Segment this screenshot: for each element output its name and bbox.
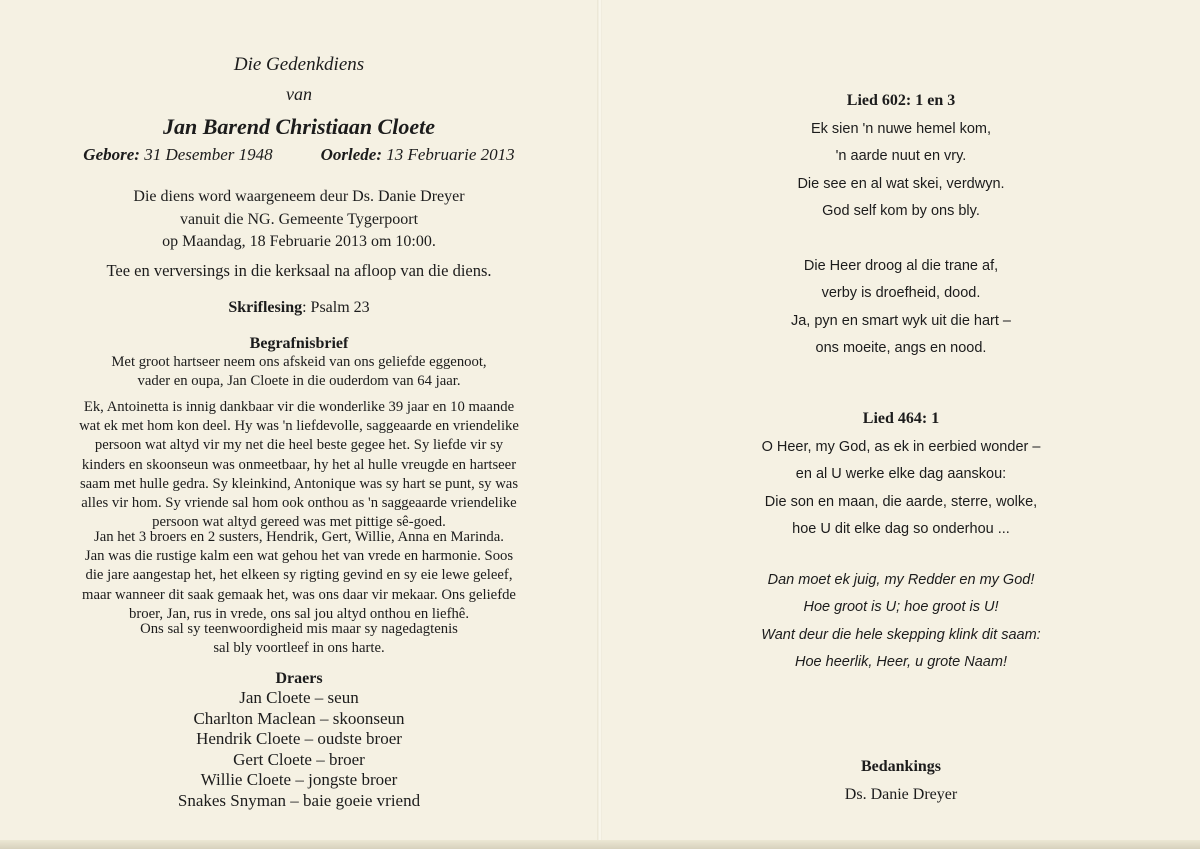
lyric-line: Want deur die hele skepping klink dit saam: (761, 626, 1041, 643)
hymn-2-chorus (602, 567, 1200, 676)
text-line: persoon wat altyd gereed was met pittige sê-goed. (152, 514, 446, 531)
hymn-2-verse-1 (602, 434, 1200, 543)
service-line: vanuit die NG. Gemeente Tygerpoort (179, 210, 419, 228)
text-line: Ons sal sy teenwoordigheid mis maar sy nagedagtenis (140, 621, 458, 637)
lyric-line: Dan moet ek juig, my Redder en my God! (767, 572, 1035, 588)
text-line: kinders en skoonseun was onmeetbaar, hy het al hulle vreugde en hartseer (81, 456, 517, 473)
text-line: vader en oupa, Jan Cloete in die ouderdom van 64 jaar. (137, 373, 461, 390)
pallbearers-list (0, 688, 598, 811)
lyric-line: O Heer, my God, as ek in eerbied wonder – (761, 439, 1041, 455)
text-line: saam met hulle gedra. Sy kleinkind, Antonique was sy hart se punt, sy was (79, 475, 519, 492)
pallbearer-item: Willie Cloete – jongste broer (200, 770, 398, 789)
scripture-reading (0, 299, 598, 317)
lyric-line: Ja, pyn en smart wyk uit die hart – (790, 312, 1011, 329)
hymn-1-verse-1 (602, 116, 1200, 225)
reading-label: Skriflesing (228, 299, 303, 316)
right-page (602, 0, 1200, 849)
lyric-line: ons moeite, angs en nood. (815, 339, 987, 356)
refreshments-note: Tee en verversings in die kerksaal na afloop van die diens. (106, 261, 492, 280)
title-line-2: van (286, 84, 312, 104)
lyric-line: verby is droefheid, dood. (821, 285, 981, 302)
pallbearer-item: Jan Cloete – seun (239, 688, 359, 707)
lyric-line: Die son en maan, die aarde, sterre, wolke, (764, 493, 1038, 510)
letter-paragraph-3 (0, 528, 598, 624)
bottom-edge (0, 840, 1200, 849)
left-page (0, 0, 598, 849)
died-label: Oorlede: (320, 145, 382, 164)
reading-value: : Psalm 23 (302, 299, 370, 316)
pallbearer-item: Gert Cloete – broer (233, 749, 365, 769)
text-line: maar wanneer dit saak gemaak het, was ons daar vir mekaar. Ons geliefde (82, 586, 516, 603)
lyric-line: Ek sien 'n nuwe hemel kom, (810, 121, 992, 137)
title-line-1: Die Gedenkdiens (233, 54, 365, 75)
hymn-1-heading: Lied 602: 1 en 3 (846, 92, 956, 109)
lyric-line: God self kom by ons bly. (822, 202, 980, 219)
born-label: Gebore: (83, 145, 140, 164)
lyric-line: 'n aarde nuut en vry. (835, 148, 967, 165)
service-line: Die diens word waargeneem deur Ds. Danie Dreyer (133, 188, 465, 205)
lyric-line: Hoe groot is U; hoe groot is U! (803, 599, 999, 616)
text-line: sal bly voortleef in ons harte. (213, 640, 385, 657)
deceased-name: Jan Barend Christiaan Cloete (162, 114, 435, 139)
pallbearers-heading: Draers (275, 670, 323, 687)
lyric-line: hoe U dit elke dag so onderhou ... (792, 520, 1010, 537)
hymn-2-heading: Lied 464: 1 (862, 410, 940, 427)
text-line: Jan was die rustige kalm een wat gehou het van vrede en harmonie. Soos (84, 548, 514, 565)
text-line: die jare aangestap het, het elkeen sy rigting gevind en sy eie lewe geleef, (85, 567, 513, 584)
text-line: Met groot hartseer neem ons afskeid van ons geliefde eggenoot, (111, 354, 487, 370)
letter-paragraph-1 (0, 353, 598, 391)
hymn-1-verse-2 (602, 253, 1200, 362)
letter-paragraph-4 (0, 620, 598, 658)
lyric-line: Die see en al wat skei, verdwyn. (797, 175, 1005, 192)
text-line: Ek, Antoinetta is innig dankbaar vir die wonderlike 39 jaar en 10 maande (83, 399, 515, 415)
acknowledgements-name: Ds. Danie Dreyer (844, 786, 958, 803)
pallbearer-item: Hendrik Cloete – oudste broer (196, 729, 402, 748)
acknowledgements-heading: Bedankings (860, 758, 942, 775)
letter-heading: Begrafnisbrief (249, 335, 349, 352)
pallbearer-item: Charlton Maclean – skoonseun (193, 708, 405, 728)
dates-line (0, 145, 598, 165)
died-value: 13 Februarie 2013 (386, 145, 515, 164)
text-line: wat ek met hom kon deel. Hy was 'n liefdevolle, saggeaarde en vriendelike (79, 418, 519, 435)
text-line: Jan het 3 broers en 2 susters, Hendrik, Gert, Willie, Anna en Marinda. (94, 529, 504, 545)
service-line: op Maandag, 18 Februarie 2013 om 10:00. (162, 233, 436, 250)
text-line: alles vir hom. Sy vriende sal hom ook onthou as 'n saggeaarde vriendelike (81, 495, 517, 512)
lyric-line: Die Heer droog al die trane af, (803, 258, 999, 274)
born-value: 31 Desember 1948 (144, 145, 273, 164)
pallbearer-item: Snakes Snyman – baie goeie vriend (177, 790, 421, 810)
text-line: broer, Jan, rus in vrede, ons sal jou altyd onthou en liefhê. (129, 605, 469, 622)
lyric-line: Hoe heerlik, Heer, u grote Naam! (795, 653, 1007, 670)
letter-paragraph-2 (0, 398, 598, 532)
text-line: persoon wat altyd vir my net die heel beste gegee het. Sy liefde vir sy (94, 437, 504, 454)
lyric-line: en al U werke elke dag aanskou: (795, 466, 1007, 483)
service-details (0, 186, 598, 254)
